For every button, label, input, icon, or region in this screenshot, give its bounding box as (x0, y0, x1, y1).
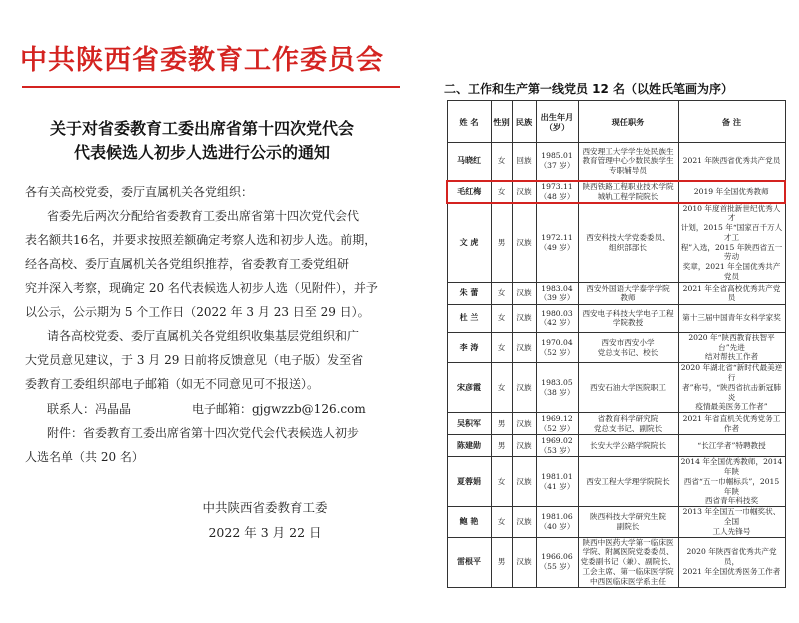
cell-note: 第十三届中国青年女科学家奖 (678, 304, 785, 332)
para1-line: 以公示，公示期为 5 个工作日（2022 年 3 月 23 日至 29 日）。 (25, 305, 370, 319)
notice-title-line: 代表候选人初步人选进行公示的通知 (73, 143, 330, 162)
cell-ethnicity: 回族 (512, 143, 536, 181)
cell-position: 西安电子科技大学电子工程 学院教授 (578, 304, 678, 332)
cell-note: 2020 年陕西省优秀共产党员， 2021 年全国优秀医务工作者 (678, 537, 785, 587)
cell-position: 西安理工大学学生处民族生 教育管理中心少数民族学生 专职辅导员 (578, 143, 678, 181)
cell-birth: 1972.11 （49 岁） (536, 203, 578, 283)
cell-birth: 1981.06 （40 岁） (536, 507, 578, 537)
table-row (447, 507, 785, 537)
cell-note: 2020 年“陕西教育扶智平台”先进 结对帮扶工作者 (678, 332, 785, 362)
section-heading: 二、工作和生产第一线党员 12 名（以姓氏笔画为序） (444, 82, 734, 96)
table-row (447, 304, 785, 332)
table-row (447, 457, 785, 507)
signature-date: 2022 年 3 月 22 日 (208, 525, 322, 540)
cell-name: 宋彦霞 (447, 363, 491, 413)
table-row (447, 282, 785, 304)
cell-ethnicity: 汉族 (512, 282, 536, 304)
cell-ethnicity: 汉族 (512, 181, 536, 203)
cell-gender: 男 (491, 537, 512, 587)
attachment-line: 附件：省委教育工委出席省第十四次党代会代表候选人初步 (47, 426, 360, 440)
contact-email: 电子邮箱：gjgwzzb@126.com (192, 402, 366, 416)
cell-gender: 女 (491, 181, 512, 203)
para1-line: 表名额共16名，并要求按照差额确定考察人选和初步人选。前期， (25, 233, 377, 247)
para1-line: 究并深入考察，现确定 20 名代表候选人初步人选（见附件），并予 (25, 281, 378, 295)
column-header: 现任职务 (578, 101, 678, 143)
cell-birth: 1969.02 （53 岁） (536, 435, 578, 457)
cell-gender: 女 (491, 282, 512, 304)
candidate-list-page (404, 0, 799, 623)
cell-name: 马晓红 (447, 143, 491, 181)
header-rule (22, 86, 400, 88)
cell-ethnicity: 汉族 (512, 332, 536, 362)
cell-position: 西安科技大学党委委员、 组织部部长 (578, 203, 678, 283)
cell-name: 雷根平 (447, 537, 491, 587)
cell-note: 2021 年省直机关优秀党务工作者 (678, 413, 785, 435)
table-row (447, 363, 785, 413)
table-row (447, 332, 785, 362)
cell-ethnicity: 汉族 (512, 203, 536, 283)
cell-birth: 1966.06 （55 岁） (536, 537, 578, 587)
cell-birth: 1983.05 （38 岁） (536, 363, 578, 413)
contact-person: 联系人：冯晶晶 (47, 402, 132, 416)
table-row (447, 537, 785, 587)
cell-gender: 女 (491, 363, 512, 413)
cell-position: 西安工程大学理学院院长 (578, 457, 678, 507)
cell-gender: 女 (491, 332, 512, 362)
cell-name: 李 涛 (447, 332, 491, 362)
cell-ethnicity: 汉族 (512, 537, 536, 587)
cell-gender: 女 (491, 304, 512, 332)
cell-position: 西安市西安小学 党总支书记、校长 (578, 332, 678, 362)
cell-position: 省教育科学研究院 党总支书记、副院长 (578, 413, 678, 435)
attachment-line: 人选名单（共 20 名） (25, 450, 144, 464)
cell-ethnicity: 汉族 (512, 507, 536, 537)
cell-note: 2010 年度首批新世纪优秀人才 计划，2015 年“国家百千万人才工 程”入选，2015 年陕西省五一劳动 奖章，2021 年全国优秀共产党员 (678, 203, 785, 283)
para1-line: 经各高校、委厅直属机关各党组织推荐，省委教育工委党组研 (25, 257, 350, 271)
para2-line: 大党员意见建议，于 3 月 29 日前将反馈意见（电子版）发至省 (25, 353, 364, 367)
cell-position: 陕西中医药大学第一临床医 学院、附属医院党委委员、 党委副书记（兼）、副院长、 工会主席、第一临床医学院 中西医临床医学系主任 (578, 537, 678, 587)
cell-note: “长江学者”特聘教授 (678, 435, 785, 457)
cell-ethnicity: 汉族 (512, 304, 536, 332)
column-header-text: 出生年月 （岁） (540, 111, 574, 132)
cell-position: 西安石油大学医院职工 (578, 363, 678, 413)
table-row (447, 203, 785, 283)
cell-birth: 1981.01 （41 岁） (536, 457, 578, 507)
notice-title-line: 关于对省委教育工委出席省第十四次党代会 (49, 119, 354, 138)
para2-line: 请各高校党委、委厅直属机关各党组织收集基层党组织和广 (47, 329, 360, 343)
table-row-highlighted (447, 181, 785, 203)
table-row (447, 435, 785, 457)
cell-note: 2019 年全国优秀教师 (678, 181, 785, 203)
cell-position: 陕西铁路工程职业技术学院 城轨工程学院院长 (578, 181, 678, 203)
cell-name: 朱 蕾 (447, 282, 491, 304)
para1-line: 省委先后两次分配给省委教育工委出席省第十四次党代会代 (47, 209, 360, 223)
cell-birth: 1980.03 （42 岁） (536, 304, 578, 332)
cell-name: 吴积军 (447, 413, 491, 435)
signature-org: 中共陕西省委教育工委 (202, 500, 328, 515)
cell-name: 鲍 艳 (447, 507, 491, 537)
issuer-header: 中共陕西省委教育工作委员会 (20, 45, 384, 76)
cell-gender: 男 (491, 203, 512, 283)
cell-ethnicity: 汉族 (512, 435, 536, 457)
cell-gender: 女 (491, 457, 512, 507)
cell-name: 文 虎 (447, 203, 491, 283)
column-header: 性别 (491, 101, 512, 143)
candidate-table (446, 100, 786, 588)
cell-ethnicity: 汉族 (512, 413, 536, 435)
para2-line: 委教育工委组织部电子邮箱（如无不同意见可不报送）。 (25, 377, 320, 391)
table-row (447, 143, 785, 181)
cell-note: 2014 年全国优秀教师，2014 年陕 西省“五一巾帼标兵”，2015 年陕 西省青年科技奖 (678, 457, 785, 507)
column-header (536, 101, 578, 143)
cell-note: 2013 年全国五一巾帼奖状、全国 工人先锋号 (678, 507, 785, 537)
cell-birth: 1973.11 （48 岁） (536, 181, 578, 203)
cell-birth: 1985.01 （37 岁） (536, 143, 578, 181)
cell-position: 长安大学公路学院院长 (578, 435, 678, 457)
salutation: 各有关高校党委，委厅直属机关各党组织： (25, 185, 254, 199)
cell-ethnicity: 汉族 (512, 457, 536, 507)
cell-birth: 1983.04 （39 岁） (536, 282, 578, 304)
cell-note: 2020 年湖北省“新时代最美逆行 者”称号，“陕西省抗击新冠肺炎 疫情最美医务工作者” (678, 363, 785, 413)
cell-gender: 男 (491, 435, 512, 457)
cell-note: 2021 年陕西省优秀共产党员 (678, 143, 785, 181)
column-header: 姓 名 (447, 101, 491, 143)
cell-birth: 1970.04 （52 岁） (536, 332, 578, 362)
table-header-row (447, 101, 785, 143)
column-header: 备 注 (678, 101, 785, 143)
cell-name: 毛红梅 (447, 181, 491, 203)
cell-gender: 男 (491, 413, 512, 435)
cell-name: 陈建勋 (447, 435, 491, 457)
cell-birth: 1969.12 （52 岁） (536, 413, 578, 435)
cell-note: 2021 年全省高校优秀共产党员 (678, 282, 785, 304)
cell-position: 西安外国语大学泰学学院 教师 (578, 282, 678, 304)
cell-ethnicity: 汉族 (512, 363, 536, 413)
cell-name: 夏蓉娟 (447, 457, 491, 507)
cell-position: 陕西科技大学研究生院 副院长 (578, 507, 678, 537)
column-header: 民族 (512, 101, 536, 143)
cell-name: 杜 兰 (447, 304, 491, 332)
cell-gender: 女 (491, 507, 512, 537)
cell-gender: 女 (491, 143, 512, 181)
table-row (447, 413, 785, 435)
notice-title (0, 117, 404, 165)
